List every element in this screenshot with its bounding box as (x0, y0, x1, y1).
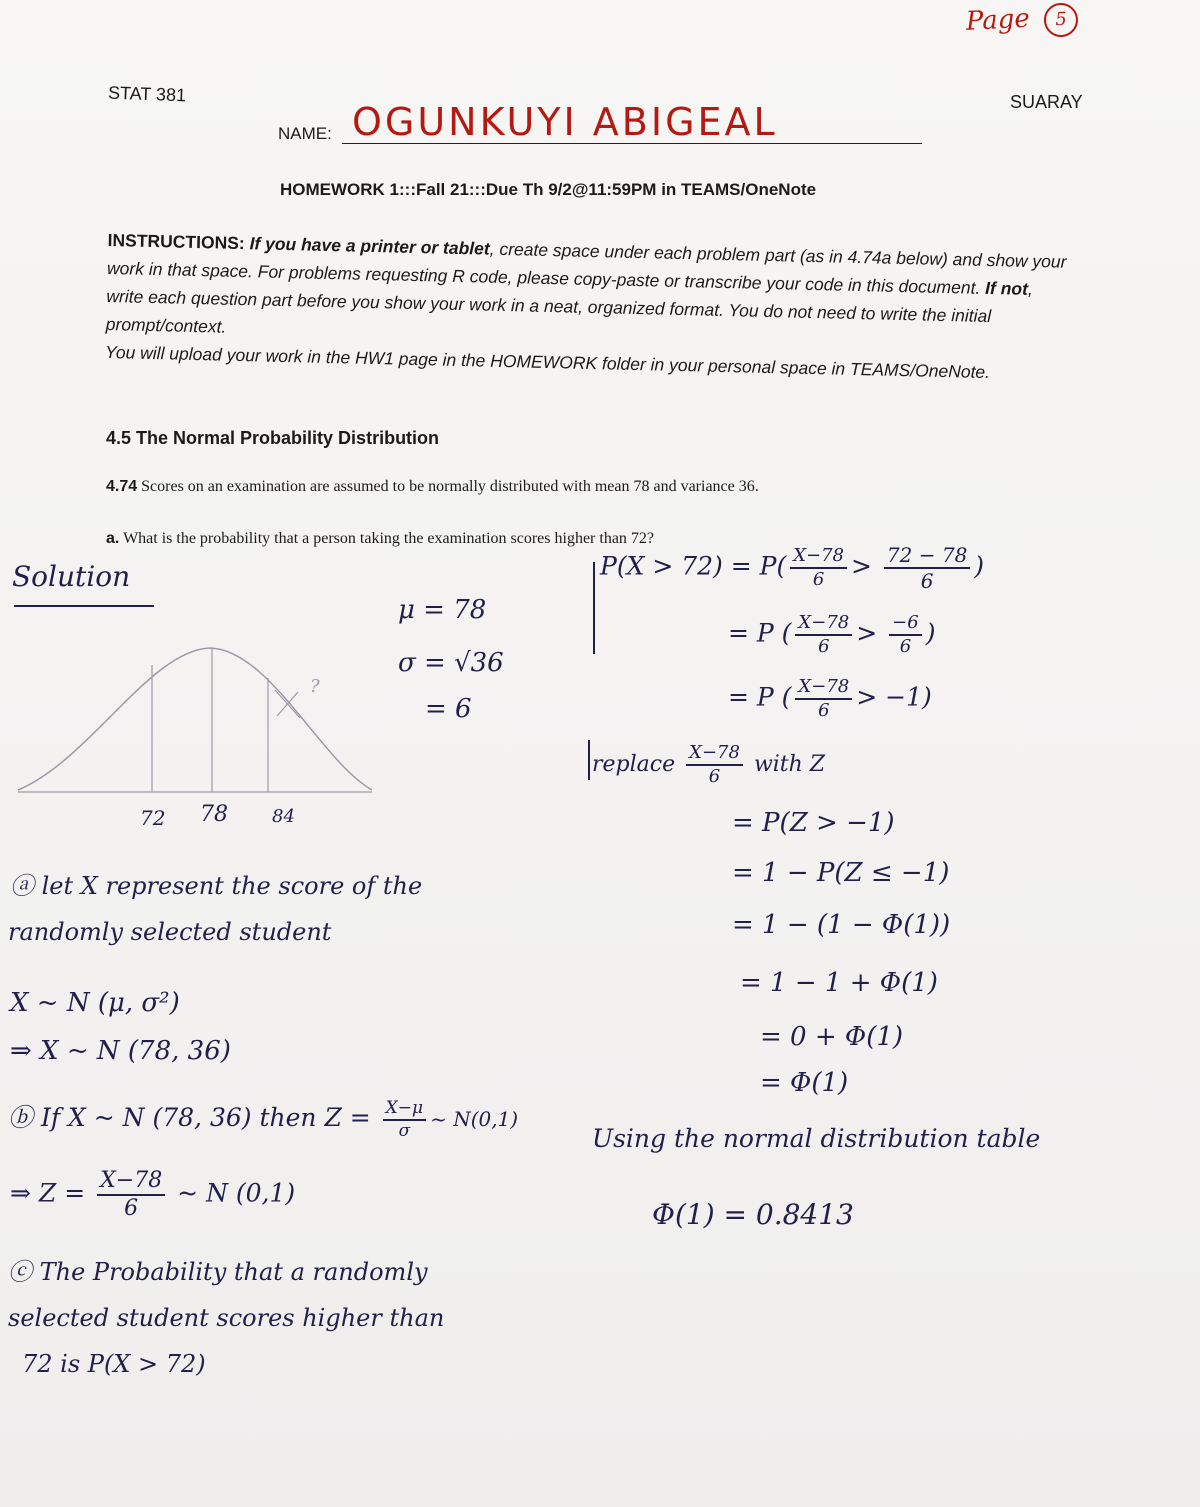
note-a-line2: randomly selected student (8, 918, 332, 946)
student-name: OGUNKUYI ABIGEAL (352, 100, 778, 144)
instructor-name: SUARAY (1010, 92, 1083, 112)
work-replace-note: replace $\frac{X-78}{6}$ with Z (592, 742, 826, 787)
note-c-line1: ⓒ The Probability that a randomly (8, 1258, 428, 1286)
instructions-label: INSTRUCTIONS: (107, 229, 245, 254)
part-a-question: a. What is the probability that a person taking the examination scores higher than 72? (106, 530, 655, 547)
work-step-2: = P ( $\frac{X-78}{6}$ > $\frac{-6}{6}$ ) (728, 612, 936, 657)
note-dist-general: X ~ N (μ, σ²) (10, 988, 180, 1018)
fraction-neg6-6: $\frac{-6}{6}$ (889, 614, 922, 656)
axis-label-72: 72 (140, 806, 166, 830)
work-step-9: = Φ(1) (760, 1068, 849, 1098)
note-c-line2: selected student scores higher than (8, 1304, 445, 1332)
table-lookup-note: Using the normal distribution table (592, 1124, 1041, 1153)
note-dist-specific: ⇒ X ~ N (78, 36) (10, 1036, 231, 1066)
sigma-param: σ = √36 (398, 648, 504, 678)
fraction-x-78-6: $\frac{X-78}{6}$ (97, 1170, 165, 1220)
note-c-line3: 72 is P(X > 72) (22, 1350, 206, 1378)
mean-param: μ = 78 (398, 595, 487, 625)
work-step-8: = 0 + Φ(1) (760, 1022, 904, 1052)
note-b-line: ⓑ If X ~ N (78, 36) then Z = $\frac{X-\mu}{\sigma}$ ~ N(0,1) (8, 1097, 519, 1141)
sigma-value: = 6 (425, 694, 472, 724)
note-a-line1: ⓐ let X represent the score of the (10, 872, 423, 900)
work-step-3: = P ( $\frac{X-78}{6}$ > −1) (728, 676, 932, 721)
curve-question-mark: ? (310, 676, 320, 697)
instructions: INSTRUCTIONS: If you have a printer or tablet, create space under each problem part (as in 4.74a below) and show your work in that space. For problems requesting R code, please copy-paste or transcribe your code in this document. If not, write each question part before you show your work in a neat, organized format. You do not need to write the initial prompt/context. You will upload your work in the HW1 page in the HOMEWORK folder in your personal space in TEAMS/OneNote. (104, 229, 1067, 383)
axis-label-78: 78 (200, 802, 228, 827)
work-step-1: P(X > 72) = P( $\frac{X-78}{6}$ > $\frac{72 - 78}{6}$ ) (600, 543, 985, 593)
course-code: STAT 381 (107, 82, 187, 106)
work-step-7: = 1 − 1 + Φ(1) (740, 968, 938, 998)
section-title: 4.5 The Normal Probability Distribution (106, 428, 440, 448)
name-label: NAME: (278, 124, 332, 143)
page-number-circle: 5 (1043, 2, 1079, 38)
fraction-72-78-6: $\frac{72 - 78}{6}$ (884, 545, 970, 591)
note-z-standardize: ⇒ Z = $\frac{X-78}{6}$ ~ N (0,1) (10, 1168, 296, 1221)
page-number-note: Page 5 (965, 1, 1079, 42)
work-divider (593, 562, 595, 654)
final-answer: Φ(1) = 0.8413 (652, 1198, 854, 1231)
work-step-4: = P(Z > −1) (732, 808, 895, 838)
axis-label-84: 84 (272, 806, 295, 827)
solution-heading: Solution (12, 560, 131, 593)
problem-statement: 4.74 Scores on an examination are assumed to be normally distributed with mean 78 and variance 36. (106, 478, 759, 495)
work-step-5: = 1 − P(Z ≤ −1) (732, 858, 950, 888)
fraction-x-mu-sigma: $\frac{X-\mu}{\sigma}$ (383, 1100, 426, 1140)
work-divider-lower (588, 740, 590, 780)
homework-title: HOMEWORK 1:::Fall 21:::Due Th 9/2@11:59PM in TEAMS/OneNote (280, 180, 817, 199)
work-step-6: = 1 − (1 − Φ(1)) (732, 910, 951, 940)
